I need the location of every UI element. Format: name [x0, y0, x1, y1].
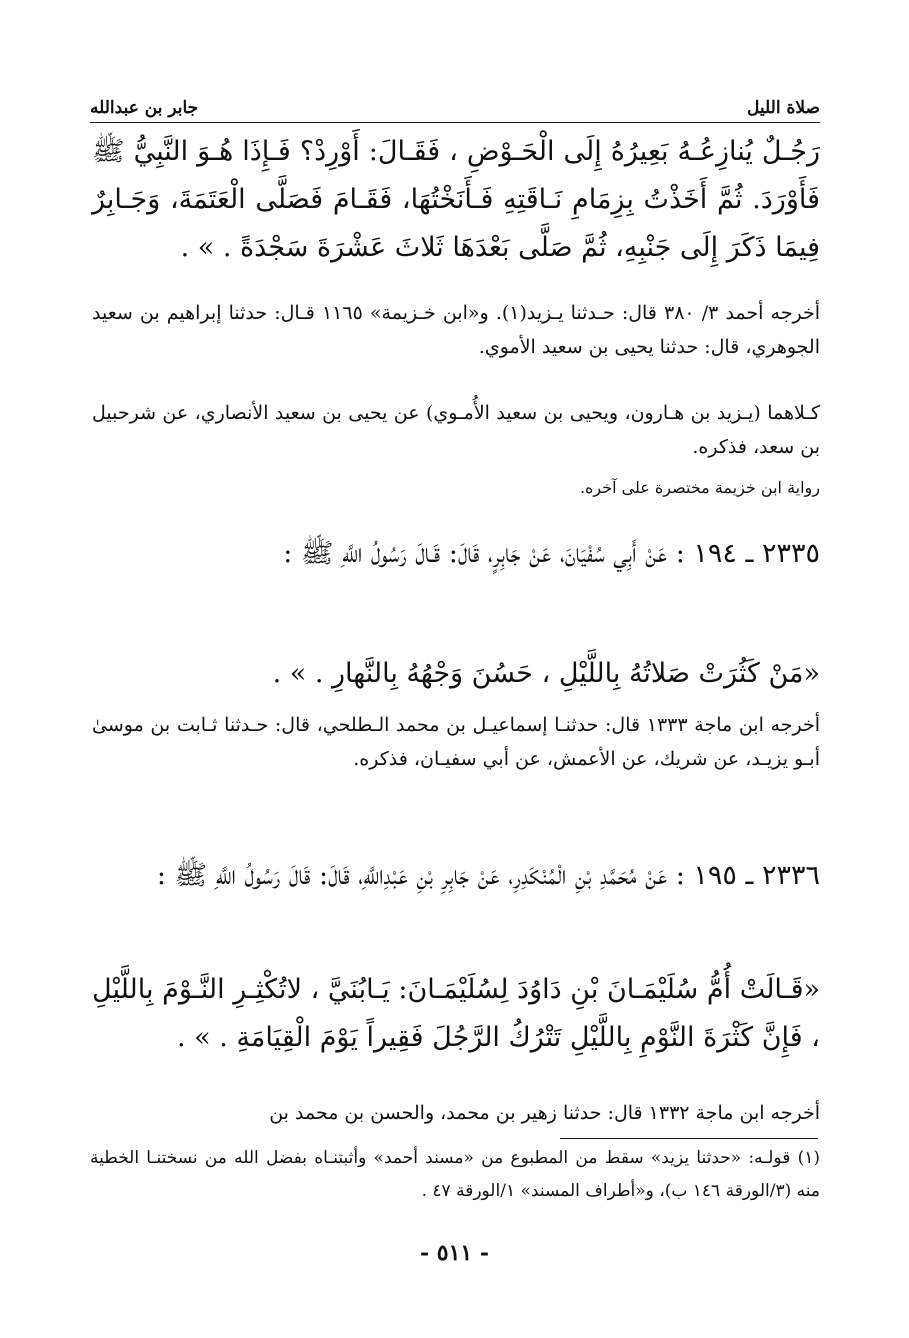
hadith-2335-text: «مَنْ كَثُرَتْ صَلاتُهُ بِاللَّيْلِ ، حَسُنَ وَجْهُهُ بِالنَّهارِ . » . — [272, 658, 820, 689]
hadith-2335-isnad: ٢٣٣٥ ـ ١٩٤ : عَنْ أَبِي سُفْيَانَ، عَنْ جَابِرٍ، قَالَ: قَـالَ رَسُولُ اللَّهِ ﷺ : — [283, 538, 820, 569]
takhrij-note-3: رواية ابن خزيمة مختصرة على آخره. — [579, 478, 820, 497]
takhrij-note-5: أخرجه ابن ماجة ١٣٣٢ قال: حدثنا زهير بن محمد، والحسن بن محمد بن — [269, 1102, 820, 1124]
hadith-2336-isnad: ٢٣٣٦ ـ ١٩٥ : عَنْ مُحَمَّدِ بْنِ الْمُنْكَدِرِ، عَنْ جَابِرِ بْنِ عَبْدِاللَّهِ، قَالَ: قَالَ رَسُولُ اللَّهِ ﷺ : — [156, 860, 820, 891]
chapter-title: صلاة الليل — [741, 98, 820, 118]
hadith-2336-text: «قَـالَتْ أُمُّ سُلَيْمَـانَ بْنِ دَاوُدَ لِسُلَيْمَـانَ: يَـابُنَيَّ ، لاتُكْثِـرِ النَّـوْمَ بِاللَّيْلِ ، فَإِنَّ كَثْرَةَ النَّوْمِ بِاللَّيْلِ تَتْرُكُ الرَّجُلَ فَقِيراً يَوْمَ الْقِيَامَةِ . » . — [92, 974, 820, 1053]
hadith-continuation: رَجُـلٌ يُنازِعُـهُ بَعِيرُهُ إِلَى الْحَـوْضِ ، فَقَـالَ: أَوْرِدْ؟ فَـإِذَا هُـوَ النَّبِيُّ ﷺ فَأَوْرَدَ. ثُمَّ أَخَذْتُ بِزِمَامِ نَـاقَتِهِ فَـأَنَخْتُهَا، فَقَـامَ فَصَلَّى الْعَتَمَةَ، وَجَـابِرٌ فِيمَا ذَكَرَ إِلَى جَنْبِهِ، ثُمَّ صَلَّى بَعْدَهَا ثَلاثَ عَشْرَةَ سَجْدَةً . » . — [92, 136, 820, 263]
section-title: جابر بن عبدالله — [90, 98, 204, 118]
takhrij-note-2: كـلاهما (يـزيد بن هـارون، ويحيى بن سعيد الأُمـوي) عن يحيى بن سعيد الأنصاري، عن شرحبيل بن سعد، فذكره. — [92, 402, 820, 458]
takhrij-note-4: أخرجه ابن ماجة ١٣٣٣ قال: حدثنـا إسماعيـل بن محمد الـطلحي، قال: حـدثنا ثـابت بن موسىٰ أبـو يزيـد، عن شريك، عن الأعمش، عن أبي سفيـان، فذكره. — [92, 714, 820, 770]
takhrij-note-1: أخرجه أحمد ٣/ ٣٨٠ قال: حـدثنا يـزيد(١). و«ابن خـزيمة» ١١٦٥ قـال: حدثنا إبراهيم بن سعيد الجوهري، قال: حدثنا يحيى بن سعيد الأموي. — [92, 302, 820, 358]
footnote-separator — [560, 1138, 818, 1139]
footnote-1: (١) قولـه: «حدثنا يزيد» سقط من المطبوع من «مسند أحمد» وأثبتنـاه بفضل الله من نسختنـا الخطية منه (٣/الورقة ١٤٦ ب)، و«أطراف المسند» ١/الورقة ٤٧ . — [90, 1148, 820, 1201]
page-number: - ٥١١ - — [419, 1240, 490, 1266]
running-header — [90, 96, 820, 123]
